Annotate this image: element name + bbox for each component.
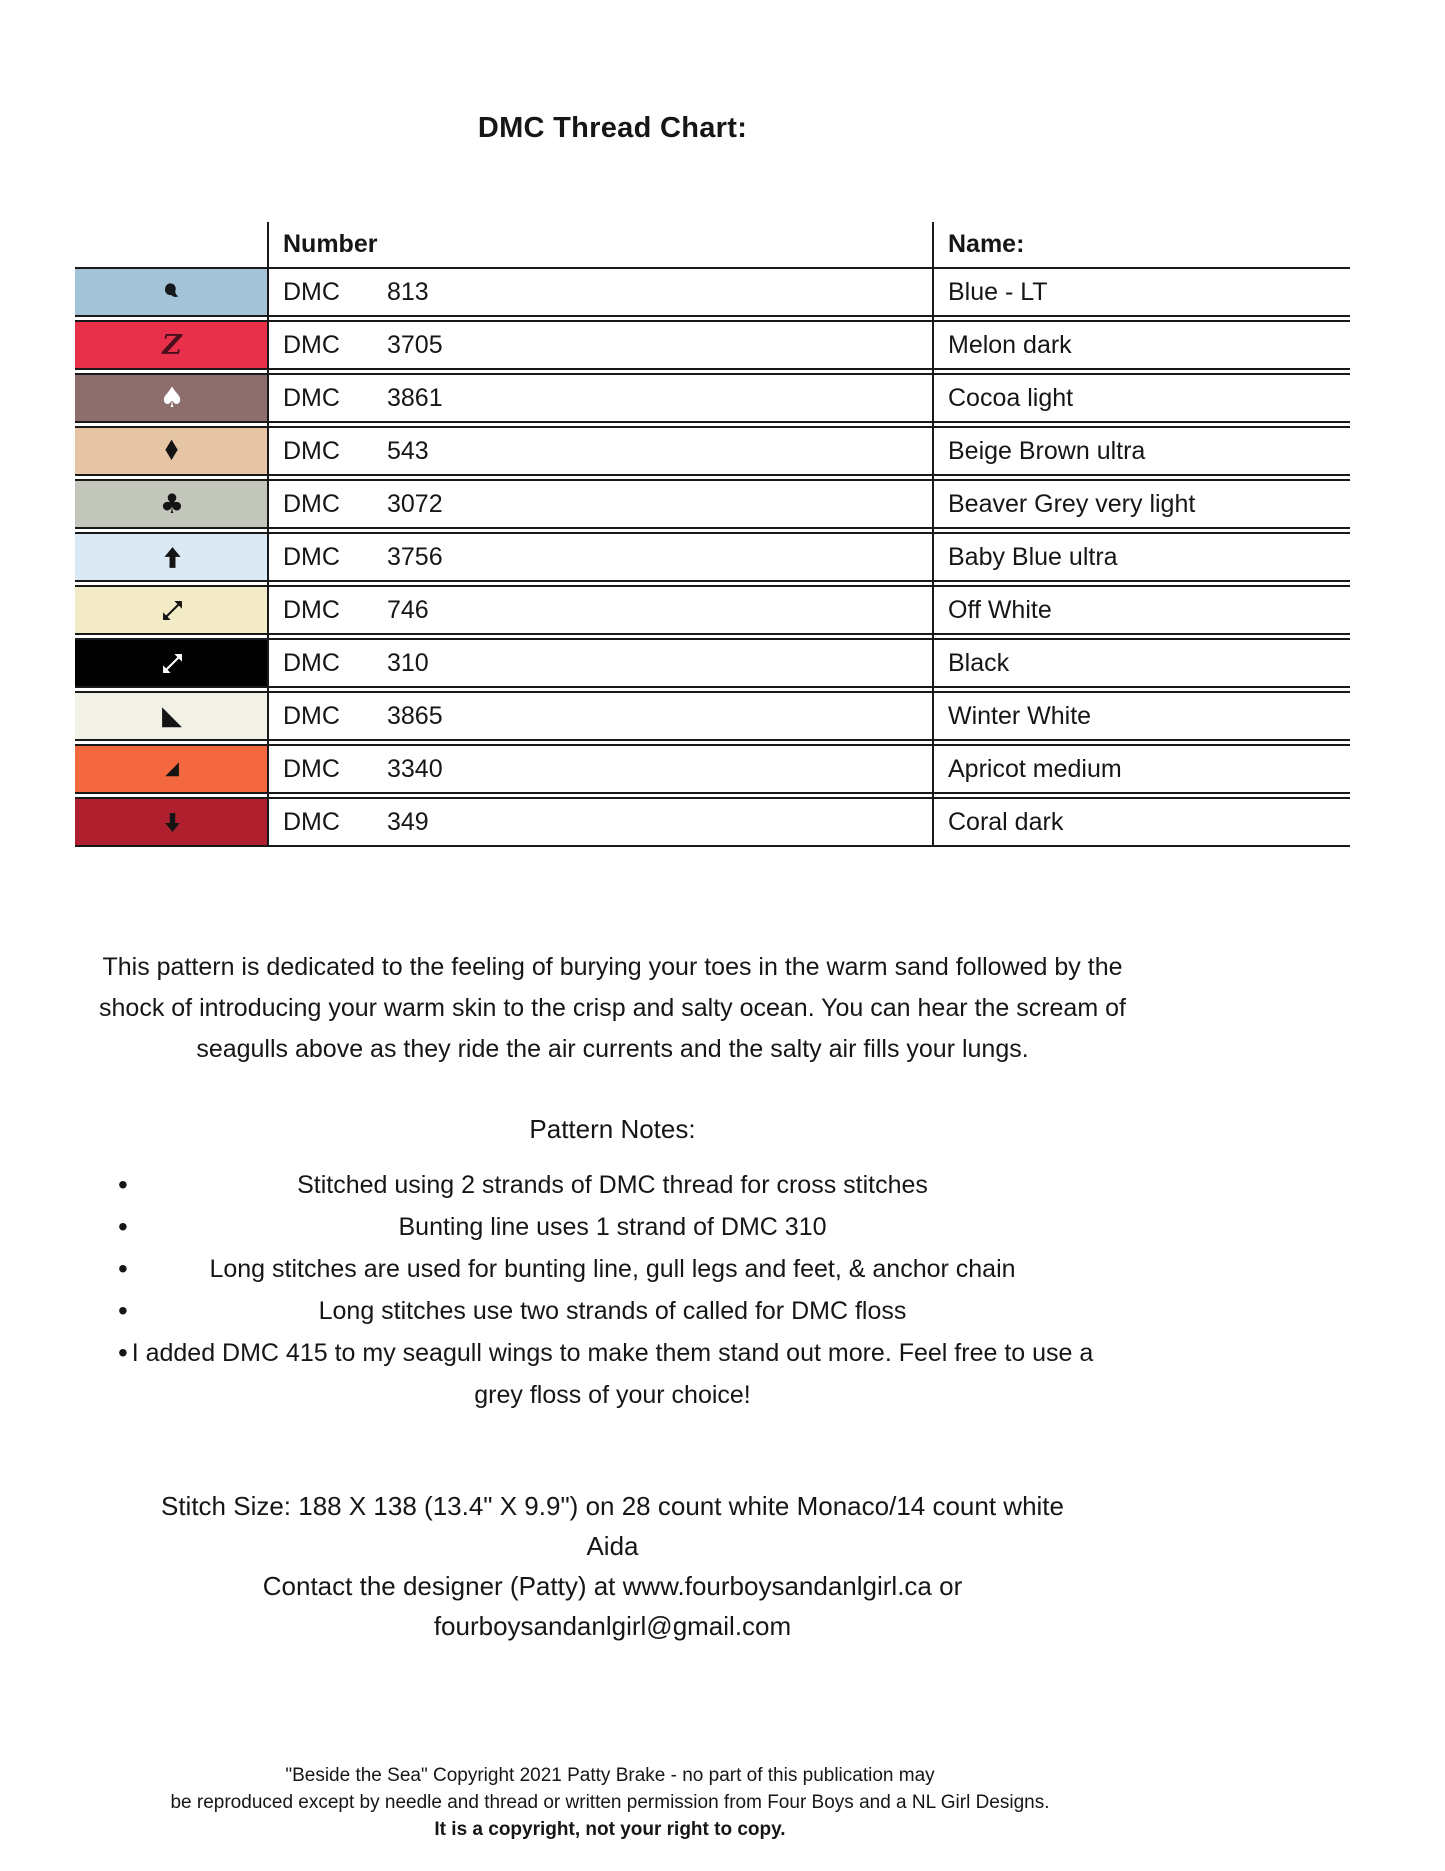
thread-number: 3865 — [387, 701, 443, 730]
thread-brand: DMC — [283, 648, 340, 677]
color-swatch — [75, 746, 269, 792]
color-swatch — [75, 269, 269, 315]
contact-email: fourboysandanlgirl@gmail.com — [433, 1611, 792, 1641]
thread-number-cell — [269, 693, 932, 739]
thread-name-cell: Beige Brown ultra — [948, 436, 1146, 465]
list-item: • Stitched using 2 strands of DMC thread for cross stitches — [70, 1164, 1155, 1206]
copyright-line: be reproduced except by needle and thread or written permission from Four Boys and a NL Girl Designs. — [170, 1792, 1050, 1813]
page-title: DMC Thread Chart: — [477, 112, 748, 144]
thread-name-cell: Winter White — [948, 701, 1092, 730]
table-vertical-divider — [932, 222, 934, 847]
color-swatch — [75, 375, 269, 421]
diagonal-double-arrow-icon — [162, 653, 183, 674]
color-swatch — [75, 481, 269, 527]
color-swatch — [75, 587, 269, 633]
thread-number: 349 — [387, 807, 429, 836]
thread-name-cell: Off White — [948, 595, 1052, 624]
thread-brand: DMC — [283, 383, 340, 412]
thread-number: 543 — [387, 436, 429, 465]
color-swatch — [75, 693, 269, 739]
thread-name-cell: Blue - LT — [948, 277, 1048, 306]
stitch-size-line: Stitch Size: 188 X 138 (13.4" X 9.9") on 28 count white Monaco/14 count white — [160, 1491, 1064, 1521]
thread-number-cell — [269, 799, 932, 845]
list-item: • I added DMC 415 to my seagull wings to make them stand out more. Feel free to use a grey floss of your choice! — [70, 1332, 1155, 1416]
diamond-icon: ♦ — [162, 434, 182, 467]
stitch-details — [70, 1486, 1155, 1646]
table-vertical-divider — [267, 222, 269, 847]
thread-brand: DMC — [283, 436, 340, 465]
ornate-z-icon: Z — [162, 329, 182, 361]
thread-number-cell — [269, 534, 932, 580]
thread-name-cell: Apricot medium — [948, 754, 1122, 783]
fabric-line: Aida — [586, 1531, 639, 1561]
club-icon: ♣ — [159, 488, 185, 520]
thread-number-cell — [269, 481, 932, 527]
thread-number: 3705 — [387, 330, 443, 359]
lower-left-triangle-icon: ◣ — [162, 701, 182, 731]
thread-name-cell: Melon dark — [948, 330, 1072, 359]
thread-name-cell: Baby Blue ultra — [948, 542, 1118, 571]
list-item: • Long stitches use two strands of called for DMC floss — [70, 1290, 1155, 1332]
thread-number: 3072 — [387, 489, 443, 518]
color-swatch — [75, 534, 269, 580]
thread-number: 310 — [387, 648, 429, 677]
thread-number-cell — [269, 428, 932, 474]
name-column-header: Name: — [948, 230, 1025, 258]
dedication-paragraph: This pattern is dedicated to the feeling of burying your toes in the warm sand followed by the shock of introducing your warm skin to the crisp and salty ocean. You can hear the scream of seagulls above as they ride the air currents and the salty air fills your lungs. — [99, 953, 1126, 1063]
color-swatch — [75, 322, 269, 368]
thread-number: 3340 — [387, 754, 443, 783]
thread-brand: DMC — [283, 330, 340, 359]
thread-number: 746 — [387, 595, 429, 624]
thread-brand: DMC — [283, 701, 340, 730]
dmc-thread-table — [75, 222, 1350, 847]
thread-brand: DMC — [283, 754, 340, 783]
thread-number: 3861 — [387, 383, 443, 412]
lower-right-triangle-icon: ◢ — [165, 758, 179, 779]
thread-number-cell — [269, 269, 932, 315]
copyright-footer — [0, 1762, 1220, 1843]
thread-brand: DMC — [283, 542, 340, 571]
up-arrow-icon — [161, 546, 184, 569]
list-item: • Bunting line uses 1 strand of DMC 310 — [70, 1206, 1155, 1248]
contact-line: Contact the designer (Patty) at www.fourboysandanlgirl.ca or — [262, 1571, 963, 1601]
down-arrow-icon — [162, 812, 183, 833]
thread-brand: DMC — [283, 489, 340, 518]
number-column-header: Number — [283, 230, 378, 258]
thread-brand: DMC — [283, 277, 340, 306]
thread-number-cell — [269, 587, 932, 633]
color-swatch — [75, 428, 269, 474]
thread-name-cell: Black — [948, 648, 1010, 677]
thread-number: 3756 — [387, 542, 443, 571]
thread-name-cell: Coral dark — [948, 807, 1064, 836]
copyright-line: It is a copyright, not your right to copy. — [434, 1819, 786, 1840]
color-swatch — [75, 799, 269, 845]
thread-name-cell: Beaver Grey very light — [948, 489, 1196, 518]
color-swatch — [75, 640, 269, 686]
thread-number: 813 — [387, 277, 429, 306]
comma-icon — [161, 281, 184, 304]
thread-brand: DMC — [283, 807, 340, 836]
thread-number-cell — [269, 746, 932, 792]
thread-number-cell — [269, 375, 932, 421]
thread-number-cell — [269, 322, 932, 368]
pattern-notes-heading: Pattern Notes: — [529, 1114, 696, 1144]
thread-name-cell: Cocoa light — [948, 383, 1074, 412]
spade-icon: ♠ — [159, 381, 185, 414]
thread-number-cell — [269, 640, 932, 686]
pattern-notes-list — [70, 1164, 1155, 1416]
diagonal-double-arrow-icon — [162, 600, 183, 621]
thread-brand: DMC — [283, 595, 340, 624]
list-item: • Long stitches are used for bunting line, gull legs and feet, & anchor chain — [70, 1248, 1155, 1290]
copyright-line: "Beside the Sea" Copyright 2021 Patty Brake - no part of this publication may — [285, 1765, 935, 1786]
